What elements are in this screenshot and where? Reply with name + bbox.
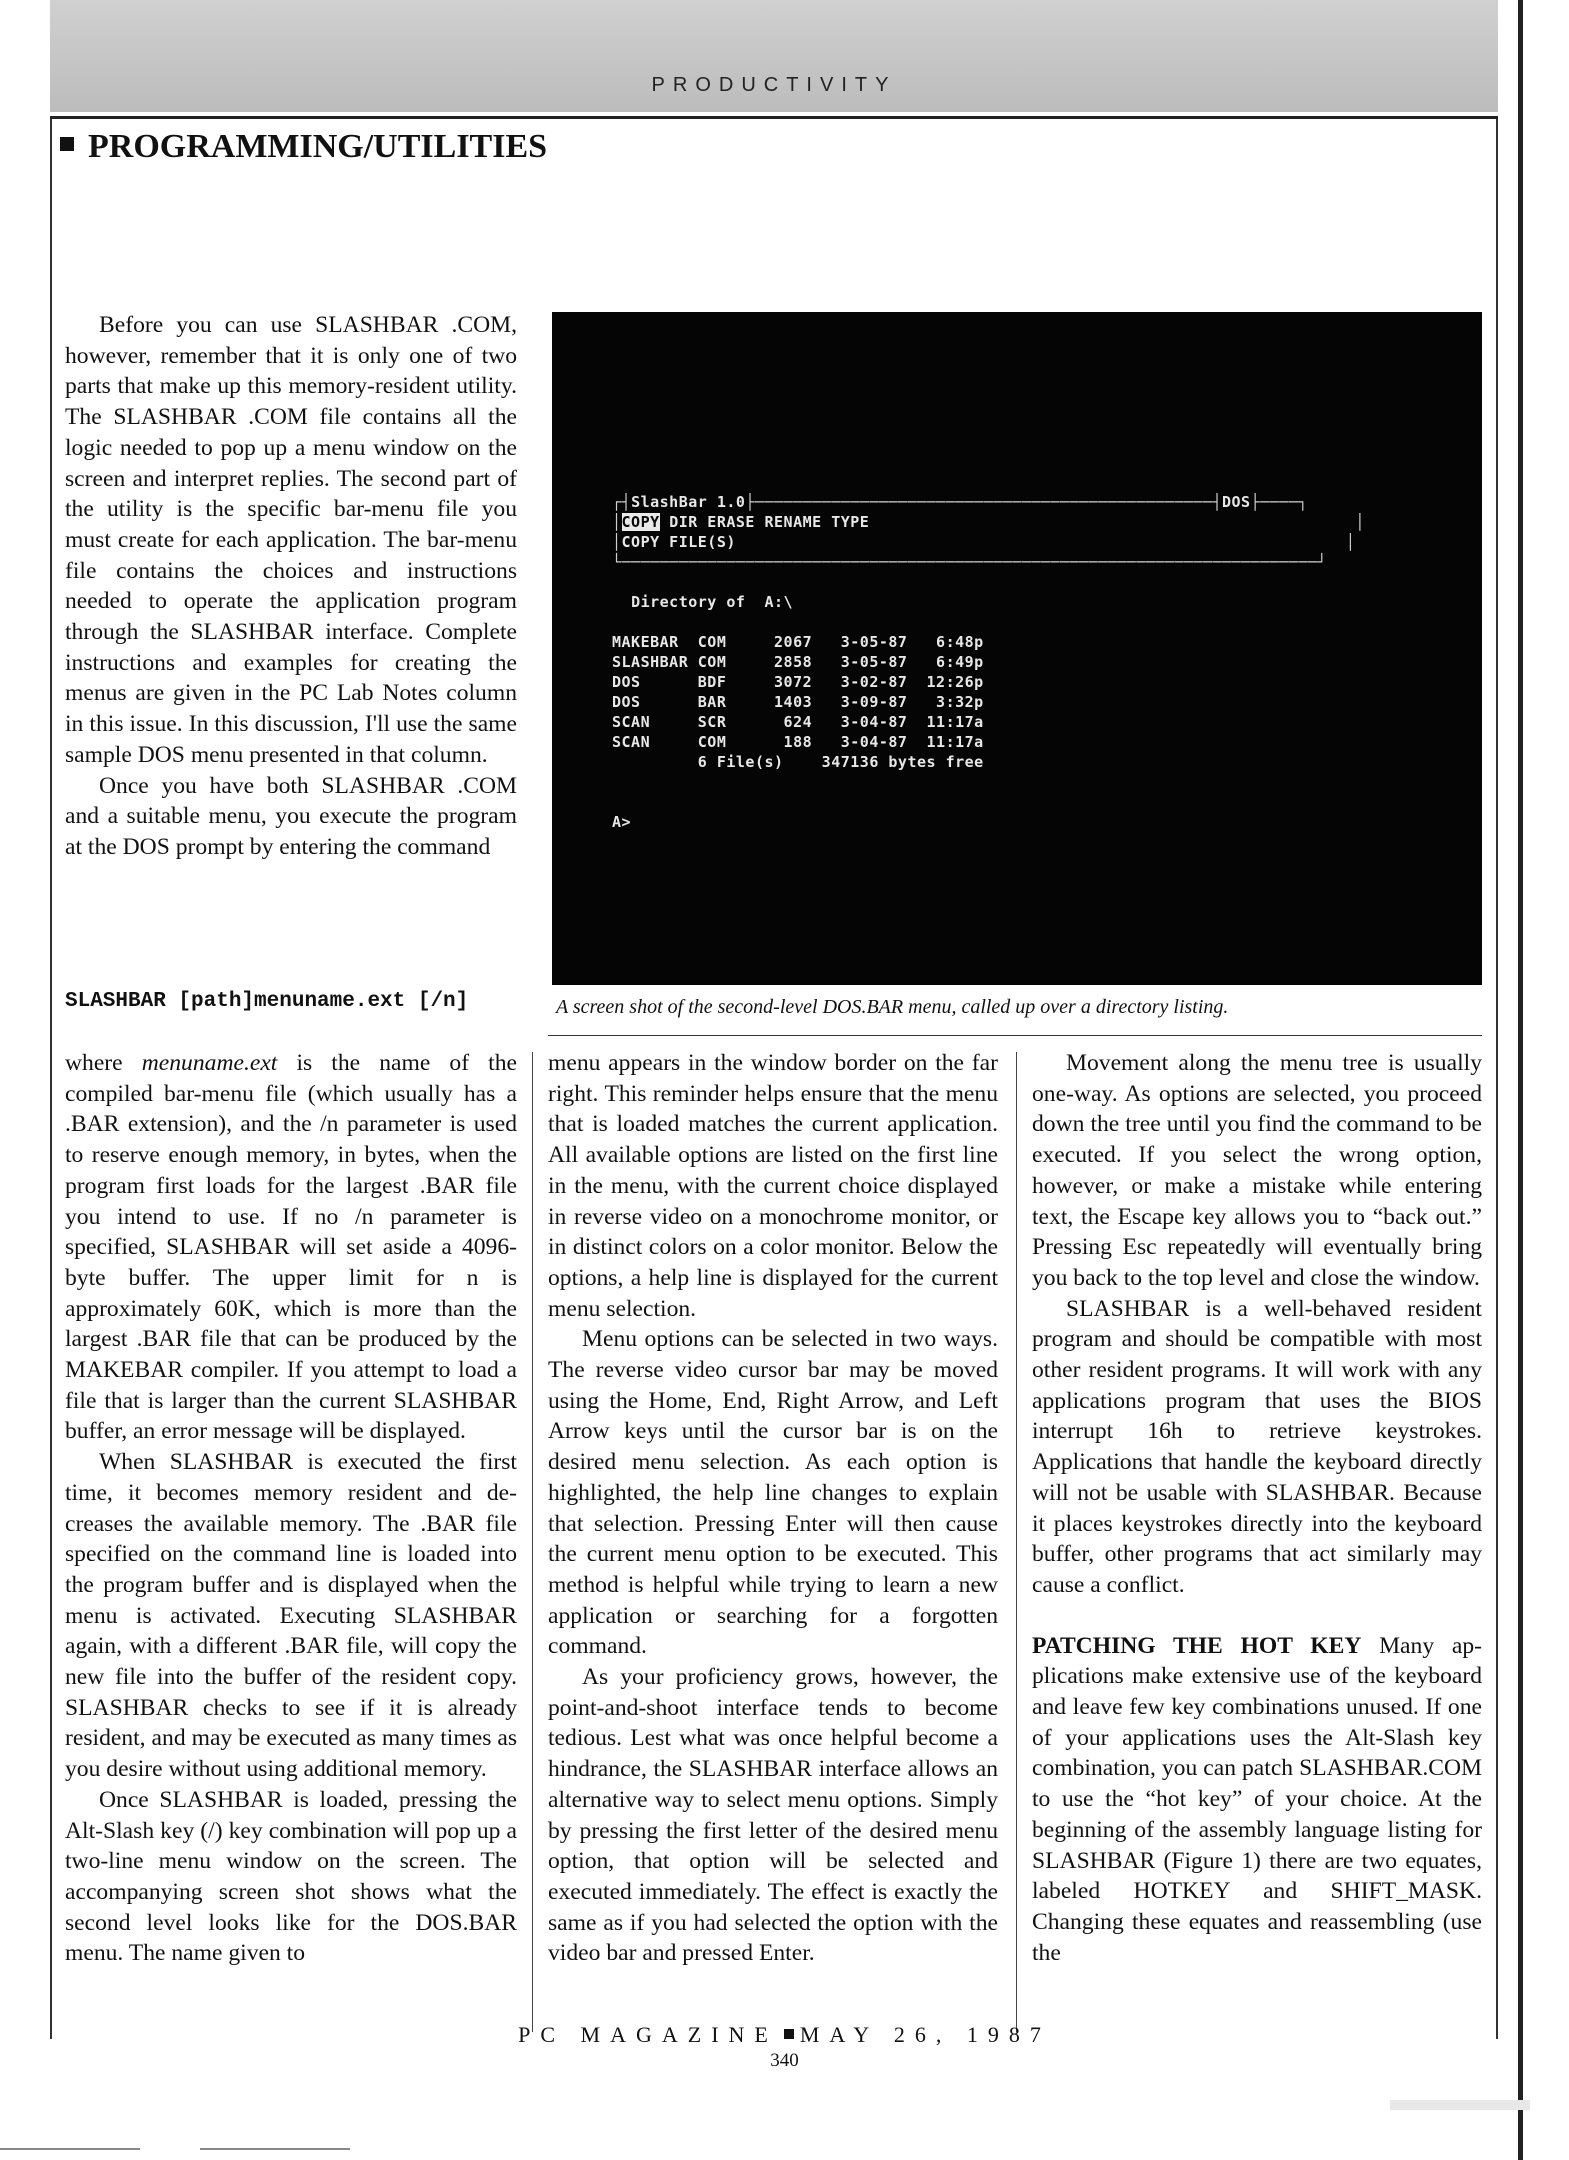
selected-menu-option: COPY: [621, 513, 660, 531]
scan-smudge: [1390, 2100, 1530, 2110]
dos-prompt: A>: [612, 813, 632, 831]
page-footer: [0, 2022, 1569, 2048]
heading-text: PROGRAMMING/UTILITIES: [88, 128, 548, 165]
paragraph: [65, 1048, 517, 1447]
listing-row: DOS BAR 1403 3-09-87 3:32p: [612, 693, 984, 711]
page-edge-bar: [1518, 0, 1523, 2160]
heading-bullet: [60, 137, 74, 151]
paragraph: As your proficiency grows, however, the point-and-shoot interface tends to become tedious. Lest what was once helpful become a hindrance, the SLASHBAR interface allows an alternative way to select menu options. Simply by pressing the first letter of the desired menu option, that option will be selected and executed immediately. The effect is exactly the same as if you had selected the option with the video bar and pressed Enter.: [548, 1664, 998, 1967]
paragraph: Once SLASHBAR is loaded, pressing the Alt-Slash key (/) key combination will pop up a two-line menu window on the screen. The accompanying screen shot shows what the second level looks like for the DOS.BAR menu. The name given to: [65, 1786, 517, 1967]
listing-row: SCAN COM 188 3-04-87 11:17a: [612, 733, 984, 751]
scan-artifact-line: [200, 2148, 350, 2150]
left-frame-rule: [50, 119, 52, 2039]
terminal-output: ┌┤SlashBar 1.0├────────────────────────────────────────────────┤DOS├────┐ │COPY DIR ERASE RENAME TYPE │ │COPY FILE(S) │ └─────────────────────────────────────────────────────────────────────────┘ Directory of A:\ MAKEBAR COM 2067 3-05-87 6:48p SLASHBAR COM 2858 3-05-87 6:49p DOS BDF 3072 3-02-87 12:26p DOS BAR 1403 3-09-87 3:32p SCAN SCR 624 3-04-87 11:17a SCAN COM 188 3-04-87 11:17a 6 File(s) 347136 bytes free A>: [612, 493, 1365, 831]
footer-bullet: [784, 2029, 794, 2039]
listing-row: SCAN SCR 624 3-04-87 11:17a: [612, 713, 984, 731]
issue-date: MAY 26, 1987: [799, 2022, 1051, 2047]
command-syntax: SLASHBAR [path]menuname.ext [/n]: [65, 990, 469, 1013]
caption-rule: [548, 1035, 1482, 1036]
subhead: PATCHING THE HOT KEY: [1032, 1632, 1362, 1659]
paragraph: [1032, 1631, 1482, 1969]
listing-row: DOS BDF 3072 3-02-87 12:26p: [612, 673, 984, 691]
paragraph: Before you can use SLASHBAR .COM, however, remember that it is only one of two parts that make up this memory-resident utility. The SLASHBAR .COM file contains all the logic needed to pop up a menu window on the screen and interpret replies. The second part of the utility is the specific bar-menu file you must create for each application. The bar-menu file contains the choices and instructions needed to operate the application program through the SLASHBAR interface. Complete instructions and examples for creating the menus are given in the PC Lab Notes column in this issue. In this discussion, I'll use the same sample DOS menu presented in that column.: [65, 312, 517, 768]
header-rule: [50, 116, 1498, 119]
directory-header: Directory of A:\: [631, 593, 794, 611]
paragraph: Once you have both SLASHBAR .COM and a suitable menu, you execute the program at the DOS prompt by entering the command: [65, 772, 517, 860]
paragraph: SLASHBAR is a well-behaved resident program and should be compatible with most other resident programs. It will work with any applications program that uses the BIOS interrupt 16h to retrieve keystrokes. Applications that handle the keyboard directly will not be usable with SLASHBAR. Because it places keystrokes directly into the keyboard buffer, other programs that act similarly may cause a conflict.: [1032, 1295, 1482, 1598]
screen-shot: [552, 312, 1482, 985]
page-heading: [60, 128, 547, 166]
text-run: where: [65, 1050, 142, 1076]
column-rule: [1016, 1052, 1017, 2032]
right-frame-rule: [1496, 119, 1498, 2039]
magazine-name: PC MAGAZINE: [518, 2022, 778, 2047]
paragraph: menu appears in the window border on the far right. This reminder helps ensure that the menu that is loaded matches the current application. All available options are listed on the first line in the menu, with the current choice displayed in reverse video on a monochrome monitor, or in distinct colors on a color monitor. Below the options, a help line is displayed for the current menu selection.: [548, 1050, 998, 1322]
scan-artifact-line: [0, 2148, 140, 2150]
menu-help-line: COPY FILE(S): [621, 533, 736, 551]
column-2: [548, 1048, 998, 1969]
section-label: PRODUCTIVITY: [651, 74, 897, 96]
filename-italic: menuname.ext: [141, 1050, 278, 1076]
menu-window-tag: DOS: [1221, 493, 1251, 511]
paragraph: Menu options can be selected in two ways. The reverse video cursor bar may be moved using the Home, End, Right Arrow, and Left Arrow keys until the cursor bar is on the desired menu selection. As each option is highlighted, the help line changes to explain that selection. Pressing Enter will then cause the current menu option to be executed. This method is helpful while trying to learn a new application or searching for a forgotten command.: [548, 1326, 998, 1660]
listing-summary: 6 File(s) 347136 bytes free: [612, 753, 984, 771]
column-1-top: [65, 310, 517, 863]
column-3: [1032, 1048, 1482, 1968]
paragraph: When SLASHBAR is executed the first time, it becomes memory resident and decreases the available memory. The .BAR file specified on the command line is loaded into the program buffer and is displayed when the menu is activated. Executing SLASHBAR again, with a different .BAR file, will copy the new file into the buffer of the resident copy. SLASHBAR checks to see if it is already resident, and may be executed as many times as you desire without using additional memory.: [65, 1449, 517, 1783]
page-number: 340: [770, 2050, 799, 2071]
listing-row: SLASHBAR COM 2858 3-05-87 6:49p: [612, 653, 984, 671]
column-1-bottom: [65, 1048, 517, 1969]
figure-caption: A screen shot of the second-level DOS.BAR menu, called up over a directory listing.: [556, 996, 1229, 1018]
text-run: is the name of the compiled bar-menu file (which usually has a .BAR extension), and the /n parameter is used to reserve enough memory, in bytes, when the program first loads for the largest .BAR file you intend to use. If no /n parameter is specified, SLASHBAR will set aside a 4096-byte buffer. The upper limit for n is approximately 60K, which is more than the largest .BAR file that can be produced by the MAKEBAR compiler. If you attempt to load a file that is larger than the current SLASHBAR buffer, an error message will be displayed.: [65, 1050, 517, 1445]
listing-row: MAKEBAR COM 2067 3-05-87 6:48p: [612, 633, 984, 651]
column-rule: [532, 1052, 533, 2032]
menu-options: DIR ERASE RENAME TYPE: [669, 513, 870, 531]
menu-window-title: SlashBar 1.0: [631, 493, 746, 511]
paragraph: Movement along the menu tree is usually one-way. As options are selected, you proceed down the tree until you find the command to be executed. If you select the wrong option, however, or make a mistake while entering text, the Escape key allows you to “back out.” Pressing Esc repeatedly will eventually bring you back to the top level and close the window.: [1032, 1050, 1482, 1291]
text-run: Many applications make extensive use of the keyboard and leave few key combinations unused. If one of your applications uses the Alt-Slash key combination, you can patch SLASHBAR.COM to use the “hot key” of your choice. At the beginning of the assembly language listing for SLASHBAR (Figure 1) there are two equates, labeled HOTKEY and SHIFT_MASK. Changing these equates and reassembling (use the: [1032, 1632, 1482, 1966]
